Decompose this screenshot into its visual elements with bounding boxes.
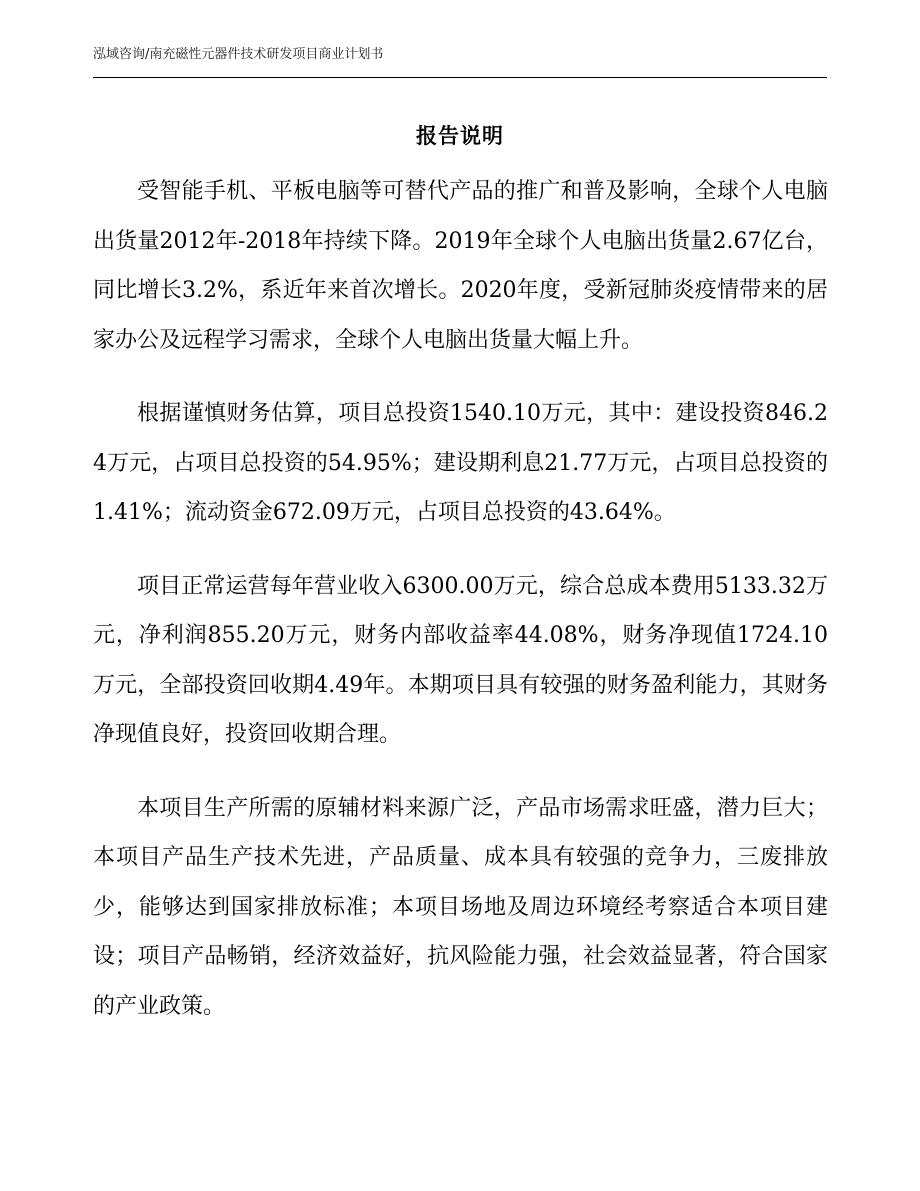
report-body <box>93 167 828 1055</box>
paragraph-market-background: 受智能手机、平板电脑等可替代产品的推广和普及影响，全球个人电脑出货量2012年-2018年持续下降。2019年全球个人电脑出货量2.67亿台，同比增长3.2%，系近年来首次增长。2020年度，受新冠肺炎疫情带来的居家办公及远程学习需求，全球个人电脑出货量大幅上升。 <box>93 179 828 353</box>
header-divider <box>93 77 827 78</box>
paragraph-investment-estimate: 根据谨慎财务估算，项目总投资1540.10万元，其中：建设投资846.24万元，占项目总投资的54.95%；建设期利息21.77万元，占项目总投资的1.41%；流动资金672.09万元，占项目总投资的43.64%。 <box>93 401 828 525</box>
running-header: 泓域咨询/南充磁性元器件技术研发项目商业计划书 <box>93 47 384 62</box>
paragraph-operating-returns: 项目正常运营每年营业收入6300.00万元，综合总成本费用5133.32万元，净利润855.20万元，财务内部收益率44.08%，财务净现值1724.10万元，全部投资回收期4.49年。本期项目具有较强的财务盈利能力，其财务净现值良好，投资回收期合理。 <box>93 573 828 747</box>
page-title: 报告说明 <box>416 124 504 148</box>
paragraph-project-feasibility: 本项目生产所需的原辅材料来源广泛，产品市场需求旺盛，潜力巨大；本项目产品生产技术先进，产品质量、成本具有较强的竞争力，三废排放少，能够达到国家排放标准；本项目场地及周边环境经考察适合本项目建设；项目产品畅销，经济效益好，抗风险能力强，社会效益显著，符合国家的产业政策。 <box>93 795 828 1019</box>
